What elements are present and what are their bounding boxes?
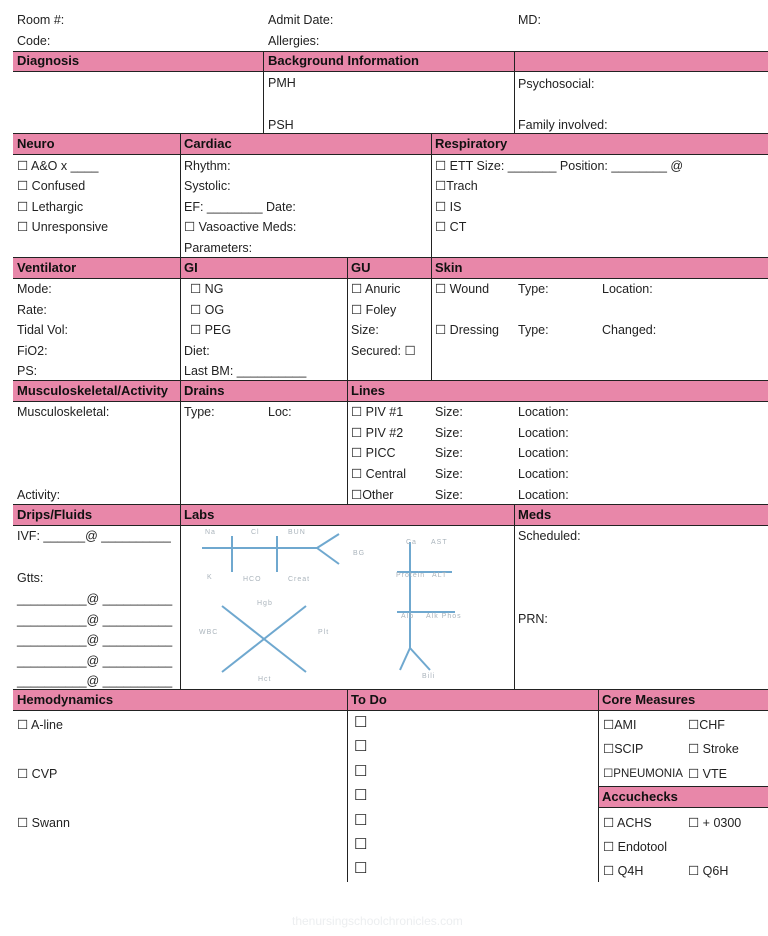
line-location-label: Location: <box>518 488 569 502</box>
gu-anuric-checkbox[interactable]: ☐ Anuric <box>351 282 401 296</box>
neuro-heading: Neuro <box>17 136 55 151</box>
gtts-row: __________@ __________ <box>17 592 173 606</box>
neuro-header-bar <box>13 134 768 154</box>
divider <box>514 51 515 133</box>
line-size-label: Size: <box>435 446 463 460</box>
divider <box>13 257 768 258</box>
line-size-label: Size: <box>435 405 463 419</box>
lab-ast: AST <box>431 539 448 546</box>
md-label: MD: <box>518 13 541 27</box>
psychosocial-label: Psychosocial: <box>518 77 595 91</box>
line-size-label: Size: <box>435 467 463 481</box>
vent-tidal-vol-label: Tidal Vol: <box>17 323 68 337</box>
divider <box>13 71 768 72</box>
lab-bg: BG <box>353 550 366 557</box>
core-scip-checkbox[interactable]: ☐SCIP <box>603 742 644 756</box>
skin-wound-type-label: Type: <box>518 282 549 296</box>
divider <box>347 690 348 882</box>
accu-q4h-checkbox[interactable]: ☐ Q4H <box>603 864 644 878</box>
line-other-checkbox[interactable]: ☐Other <box>351 488 394 502</box>
line-location-label: Location: <box>518 405 569 419</box>
divider <box>13 401 768 402</box>
vent-ps-label: PS: <box>17 364 38 378</box>
gi-ng-checkbox[interactable]: ☐ NG <box>190 282 224 296</box>
gu-secured-checkbox[interactable]: Secured: ☐ <box>351 344 416 358</box>
activity-label: Activity: <box>17 488 61 502</box>
resp-is-checkbox[interactable]: ☐ IS <box>435 200 462 214</box>
musculoskeletal-label: Musculoskeletal: <box>17 405 110 419</box>
divider <box>13 278 768 279</box>
accu-0300-checkbox[interactable]: ☐ + 0300 <box>688 816 742 830</box>
line-location-label: Location: <box>518 426 569 440</box>
vent-fio2-label: FiO2: <box>17 344 48 358</box>
neuro-ao-checkbox[interactable]: ☐ A&O x ____ <box>17 159 99 173</box>
accu-achs-checkbox[interactable]: ☐ ACHS <box>603 816 652 830</box>
gi-last-bm-label: Last BM: __________ <box>184 364 307 378</box>
ventilator-heading: Ventilator <box>17 260 77 275</box>
neuro-lethargic-checkbox[interactable]: ☐ Lethargic <box>17 200 84 214</box>
line-central-checkbox[interactable]: ☐ Central <box>351 467 406 481</box>
lab-ca: Ca <box>406 539 417 546</box>
gi-diet-label: Diet: <box>184 344 210 358</box>
hemo-swann-checkbox[interactable]: ☐ Swann <box>17 816 70 830</box>
line-piv1-checkbox[interactable]: ☐ PIV #1 <box>351 405 404 419</box>
psh-label: PSH <box>268 118 294 132</box>
skin-heading: Skin <box>435 260 463 275</box>
resp-ett-checkbox[interactable]: ☐ ETT Size: _______ Position: ________ @ <box>435 159 684 173</box>
lab-creat: Creat <box>288 576 311 583</box>
cardiac-vasoactive-checkbox[interactable]: ☐ Vasoactive Meds: <box>184 220 297 234</box>
meds-prn-label: PRN: <box>518 612 548 626</box>
divider <box>180 134 181 258</box>
core-chf-checkbox[interactable]: ☐CHF <box>688 718 725 732</box>
line-picc-checkbox[interactable]: ☐ PICC <box>351 446 396 460</box>
lab-protein: Protein <box>396 572 426 579</box>
background-heading: Background Information <box>268 53 419 68</box>
divider <box>13 504 768 505</box>
gtts-label: Gtts: <box>17 571 44 585</box>
cardiac-ef-label: EF: ________ Date: <box>184 200 296 214</box>
skin-wound-location-label: Location: <box>602 282 653 296</box>
vent-rate-label: Rate: <box>17 303 47 317</box>
todo-checkbox[interactable]: ☐ <box>354 812 368 829</box>
lab-k: K <box>207 574 213 581</box>
divider <box>13 710 768 711</box>
labs-heading: Labs <box>184 507 215 522</box>
divider <box>514 505 515 689</box>
todo-checkbox[interactable]: ☐ <box>354 763 368 780</box>
lab-bun: BUN <box>288 529 306 536</box>
family-involved-label: Family involved: <box>518 118 608 132</box>
hemo-cvp-checkbox[interactable]: ☐ CVP <box>17 767 58 781</box>
ventilator-header-bar <box>13 258 768 278</box>
line-location-label: Location: <box>518 467 569 481</box>
admit-date-label: Admit Date: <box>268 13 334 27</box>
divider <box>13 154 768 155</box>
lab-hco: HCO <box>243 576 262 583</box>
accuchecks-heading: Accuchecks <box>602 789 678 804</box>
skin-dressing-type-label: Type: <box>518 323 549 337</box>
room-number-label: Room #: <box>17 13 65 27</box>
gi-og-checkbox[interactable]: ☐ OG <box>190 303 225 317</box>
ivf-line: IVF: ______@ __________ <box>17 529 171 543</box>
gu-heading: GU <box>351 260 371 275</box>
musculoskeletal-heading: Musculoskeletal/Activity <box>17 383 168 398</box>
lab-alt: ALT <box>432 572 448 579</box>
line-size-label: Size: <box>435 488 463 502</box>
resp-ct-checkbox[interactable]: ☐ CT <box>435 220 467 234</box>
drains-type-label: Type: <box>184 405 215 419</box>
drips-header-bar <box>13 505 768 525</box>
allergies-label: Allergies: <box>268 34 320 48</box>
lab-hct: Hct <box>258 676 272 683</box>
skin-wound-checkbox[interactable]: ☐ Wound <box>435 282 490 296</box>
gtts-row: __________@ __________ <box>17 674 173 688</box>
lab-alk-phos: Alk Phos <box>426 613 462 620</box>
drains-heading: Drains <box>184 383 225 398</box>
core-stroke-checkbox[interactable]: ☐ Stroke <box>688 742 739 756</box>
gi-peg-checkbox[interactable]: ☐ PEG <box>190 323 232 337</box>
line-piv2-checkbox[interactable]: ☐ PIV #2 <box>351 426 404 440</box>
cardiac-heading: Cardiac <box>184 136 232 151</box>
divider <box>599 807 768 808</box>
drains-loc-label: Loc: <box>268 405 292 419</box>
gu-foley-checkbox[interactable]: ☐ Foley <box>351 303 397 317</box>
divider <box>180 381 181 505</box>
line-location-label: Location: <box>518 446 569 460</box>
meds-heading: Meds <box>518 507 552 522</box>
divider <box>13 51 768 52</box>
pmh-label: PMH <box>268 76 296 90</box>
lab-bili: Bili <box>422 673 436 680</box>
gu-size-label: Size: <box>351 323 379 337</box>
gi-heading: GI <box>184 260 198 275</box>
skin-dressing-checkbox[interactable]: ☐ Dressing <box>435 323 500 337</box>
diagnosis-heading: Diagnosis <box>17 53 80 68</box>
divider <box>13 133 768 134</box>
lab-na: Na <box>205 529 216 536</box>
divider <box>431 258 432 380</box>
core-measures-heading: Core Measures <box>602 692 696 707</box>
code-label: Code: <box>17 34 51 48</box>
drips-heading: Drips/Fluids <box>17 507 93 522</box>
accu-q6h-checkbox[interactable]: ☐ Q6H <box>688 864 729 878</box>
todo-checkbox[interactable]: ☐ <box>354 836 368 853</box>
neuro-unresponsive-checkbox[interactable]: ☐ Unresponsive <box>17 220 109 234</box>
cardiac-parameters-label: Parameters: <box>184 241 253 255</box>
divider <box>263 51 264 133</box>
cardiac-systolic-label: Systolic: <box>184 179 231 193</box>
lab-alb: Alb <box>401 613 415 620</box>
lab-plt: Plt <box>318 629 330 636</box>
gtts-row: __________@ __________ <box>17 633 173 647</box>
resp-trach-checkbox[interactable]: ☐Trach <box>435 179 478 193</box>
lab-hgb: Hgb <box>257 600 273 607</box>
line-size-label: Size: <box>435 426 463 440</box>
lines-heading: Lines <box>351 383 385 398</box>
hemo-aline-checkbox[interactable]: ☐ A-line <box>17 718 63 732</box>
gtts-row: __________@ __________ <box>17 613 173 627</box>
todo-checkbox[interactable]: ☐ <box>354 787 368 804</box>
labs-diagram <box>181 526 514 688</box>
skin-dressing-changed-label: Changed: <box>602 323 657 337</box>
cardiac-rhythm-label: Rhythm: <box>184 159 231 173</box>
hemodynamics-heading: Hemodynamics <box>17 692 114 707</box>
lab-wbc: WBC <box>199 629 219 636</box>
meds-scheduled-label: Scheduled: <box>518 529 581 543</box>
vent-mode-label: Mode: <box>17 282 52 296</box>
neuro-confused-checkbox[interactable]: ☐ Confused <box>17 179 86 193</box>
divider <box>180 258 181 380</box>
accu-endotool-checkbox[interactable]: ☐ Endotool <box>603 840 668 854</box>
respiratory-heading: Respiratory <box>435 136 508 151</box>
gtts-row: __________@ __________ <box>17 654 173 668</box>
core-vte-checkbox[interactable]: ☐ VTE <box>688 767 727 781</box>
divider <box>431 134 432 258</box>
todo-checkbox[interactable]: ☐ <box>354 860 368 877</box>
lab-cl: Cl <box>251 529 260 536</box>
core-pneumonia-checkbox[interactable]: ☐PNEUMONIA <box>603 768 683 780</box>
todo-heading: To Do <box>351 692 387 707</box>
todo-checkbox[interactable]: ☐ <box>354 738 368 755</box>
footer-watermark: thenursingschoolchronicles.com <box>292 914 463 928</box>
core-ami-checkbox[interactable]: ☐AMI <box>603 718 637 732</box>
todo-checkbox[interactable]: ☐ <box>354 714 368 731</box>
divider <box>347 381 348 505</box>
divider <box>347 258 348 380</box>
